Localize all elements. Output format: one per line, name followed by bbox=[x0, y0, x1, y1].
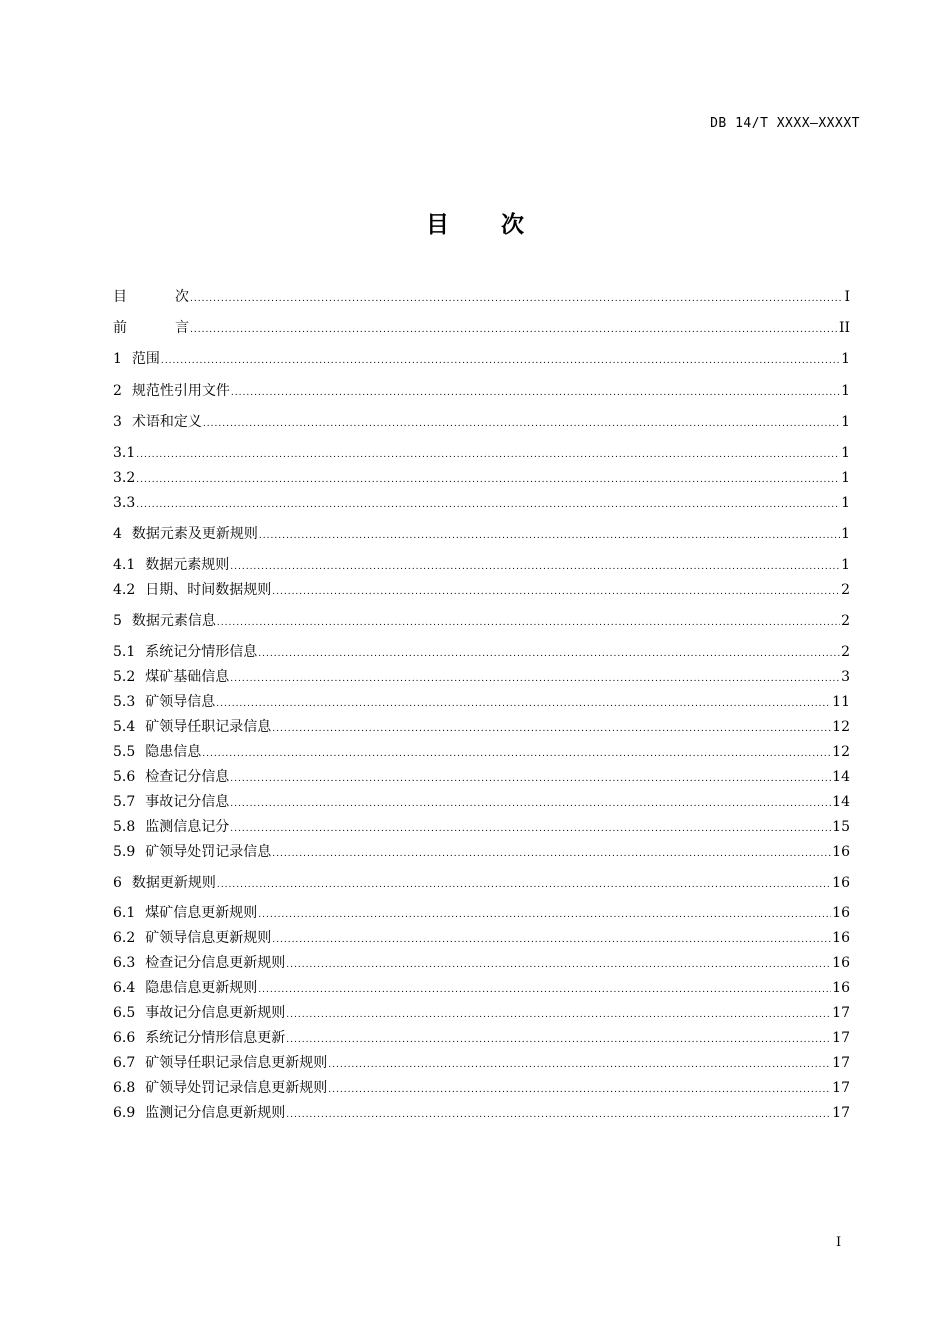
toc-entry[interactable] bbox=[113, 318, 850, 338]
toc-entry[interactable] bbox=[113, 555, 850, 575]
toc-entry-title: 数据元素及更新规则 bbox=[131, 526, 258, 542]
toc-entry-label bbox=[113, 1078, 327, 1098]
toc-entry[interactable] bbox=[113, 493, 850, 513]
toc-entry-label bbox=[113, 493, 135, 513]
toc-entry-number: 6.3 bbox=[113, 955, 136, 971]
toc-entry-number: 5.9 bbox=[113, 844, 136, 860]
toc-entry-number: 6.7 bbox=[113, 1055, 136, 1071]
toc-entry-page: 16 bbox=[832, 905, 850, 921]
toc-entry-page: 1 bbox=[841, 383, 850, 399]
toc-entry-title: 矿领导处罚记录信息 bbox=[145, 844, 272, 860]
toc-leader-dots bbox=[286, 955, 831, 975]
toc-entry-number: 5.5 bbox=[113, 744, 136, 760]
toc-entry-page: 17 bbox=[832, 1105, 850, 1121]
toc-entry-page: 17 bbox=[832, 1005, 850, 1021]
toc-entry-page: I bbox=[844, 289, 850, 305]
toc-entry-label bbox=[113, 381, 230, 401]
toc-entry-number: 3 bbox=[113, 414, 122, 430]
toc-entry[interactable] bbox=[113, 287, 850, 307]
toc-leader-dots bbox=[230, 769, 831, 789]
toc-entry-label bbox=[113, 953, 285, 973]
toc-entry-label bbox=[113, 611, 216, 631]
toc-entry-page: 14 bbox=[832, 794, 850, 810]
toc-entry-page: 12 bbox=[832, 719, 850, 735]
toc-leader-dots bbox=[217, 875, 831, 895]
toc-entry-title: 监测信息记分 bbox=[145, 819, 230, 835]
toc-entry-title: 数据更新规则 bbox=[131, 875, 216, 891]
doc-code: DB 14/T XXXX—XXXXT bbox=[710, 116, 860, 131]
toc-entry-page: 11 bbox=[832, 694, 850, 710]
toc-entry-title: 矿领导任职记录信息更新规则 bbox=[145, 1055, 328, 1071]
toc-leader-dots bbox=[231, 383, 840, 403]
toc-entry-label-char: 言 bbox=[175, 320, 189, 336]
toc-entry-label bbox=[113, 642, 257, 662]
page-number: I bbox=[836, 1235, 842, 1250]
toc-entry[interactable] bbox=[113, 978, 850, 998]
toc-entry[interactable] bbox=[113, 928, 850, 948]
toc-entry-title: 隐患信息 bbox=[145, 744, 202, 760]
toc-leader-dots bbox=[272, 582, 840, 602]
toc-leader-dots bbox=[272, 930, 831, 950]
toc-entry-title: 矿领导信息 bbox=[145, 694, 216, 710]
toc-entry-label bbox=[113, 412, 202, 432]
toc-entry-number: 5.6 bbox=[113, 769, 136, 785]
toc-entry-page: 1 bbox=[841, 557, 850, 573]
toc-entry-label bbox=[113, 1103, 285, 1123]
toc-entry-title: 矿领导处罚记录信息更新规则 bbox=[145, 1080, 328, 1096]
toc-entry-page: 1 bbox=[841, 526, 850, 542]
toc-entry-title: 检查记分信息更新规则 bbox=[145, 955, 286, 971]
toc-entry-page: 16 bbox=[832, 930, 850, 946]
title-char-1: 目 bbox=[426, 212, 449, 238]
toc-entry-number: 5.7 bbox=[113, 794, 136, 810]
toc-entry-number: 3.2 bbox=[113, 470, 136, 486]
toc-entry-page: II bbox=[838, 320, 850, 336]
toc-entry-page: 1 bbox=[841, 495, 850, 511]
toc-entry-number: 6.5 bbox=[113, 1005, 136, 1021]
toc-entry-number: 6.9 bbox=[113, 1105, 136, 1121]
toc-entry-label bbox=[113, 742, 201, 762]
toc-entry-number: 6 bbox=[113, 875, 122, 891]
toc-entry-title: 煤矿基础信息 bbox=[145, 669, 230, 685]
toc-entry-label bbox=[113, 555, 229, 575]
toc-entry-title: 矿领导任职记录信息 bbox=[145, 719, 272, 735]
toc-entry[interactable] bbox=[113, 580, 850, 600]
toc-leader-dots bbox=[190, 320, 838, 340]
toc-leader-dots bbox=[230, 819, 831, 839]
toc-entry-page: 1 bbox=[841, 445, 850, 461]
toc-entry-title: 范围 bbox=[131, 351, 160, 367]
toc-entry-title: 事故记分信息更新规则 bbox=[145, 1005, 286, 1021]
toc-entry[interactable] bbox=[113, 667, 850, 687]
toc-leader-dots bbox=[286, 1030, 831, 1050]
toc-entry[interactable] bbox=[113, 611, 850, 631]
toc-entry-page: 1 bbox=[841, 351, 850, 367]
toc-leader-dots bbox=[136, 495, 840, 515]
toc-entry-label bbox=[113, 792, 229, 812]
toc-entry-page: 16 bbox=[832, 875, 850, 891]
toc-entry-label bbox=[113, 928, 271, 948]
toc-entry-label bbox=[113, 717, 271, 737]
toc-entry[interactable] bbox=[113, 742, 850, 762]
page-title bbox=[0, 206, 950, 239]
toc-leader-dots bbox=[230, 669, 840, 689]
toc-entry-title: 数据元素规则 bbox=[145, 557, 230, 573]
toc-entry[interactable] bbox=[113, 524, 850, 544]
toc-entry-number: 5.1 bbox=[113, 644, 136, 660]
toc-leader-dots bbox=[136, 445, 840, 465]
toc-entry-page: 3 bbox=[841, 669, 850, 685]
toc-entry-page: 1 bbox=[841, 470, 850, 486]
toc-entry-number: 6.2 bbox=[113, 930, 136, 946]
toc-entry[interactable] bbox=[113, 817, 850, 837]
toc-entry-label bbox=[113, 349, 160, 369]
toc-entry-number: 6.6 bbox=[113, 1030, 136, 1046]
toc-leader-dots bbox=[286, 1105, 831, 1125]
toc-entry-label bbox=[113, 443, 135, 463]
toc-entry[interactable] bbox=[113, 767, 850, 787]
toc-entry-page: 12 bbox=[832, 744, 850, 760]
toc-entry-label bbox=[113, 873, 216, 893]
toc-entry-label-char: 目 bbox=[113, 289, 127, 305]
toc-entry[interactable] bbox=[113, 1003, 850, 1023]
toc-entry-label-char: 前 bbox=[113, 320, 127, 336]
toc-entry-number: 6.1 bbox=[113, 905, 136, 921]
toc-entry-number: 1 bbox=[113, 351, 122, 367]
toc-entry-page: 16 bbox=[832, 955, 850, 971]
toc-entry-label bbox=[113, 580, 271, 600]
toc-entry[interactable] bbox=[113, 1103, 850, 1123]
toc-entry-label-char: 次 bbox=[175, 289, 189, 305]
toc-entry[interactable] bbox=[113, 842, 850, 862]
toc-leader-dots bbox=[258, 980, 831, 1000]
toc-entry-title: 煤矿信息更新规则 bbox=[145, 905, 258, 921]
toc-entry-number: 4.2 bbox=[113, 582, 136, 598]
toc-entry-page: 2 bbox=[841, 644, 850, 660]
toc-entry-label bbox=[113, 468, 135, 488]
toc-entry-number: 4 bbox=[113, 526, 122, 542]
toc-entry[interactable] bbox=[113, 381, 850, 401]
toc-leader-dots bbox=[202, 744, 831, 764]
toc-entry[interactable] bbox=[113, 468, 850, 488]
toc-entry-label bbox=[113, 287, 189, 307]
toc-entry-page: 2 bbox=[841, 582, 850, 598]
toc-entry-title: 术语和定义 bbox=[131, 414, 202, 430]
toc-entry[interactable] bbox=[113, 873, 850, 893]
toc-leader-dots bbox=[190, 289, 843, 309]
toc-entry-title: 数据元素信息 bbox=[131, 613, 216, 629]
toc-entry[interactable] bbox=[113, 1053, 850, 1073]
toc-entry-number: 5.4 bbox=[113, 719, 136, 735]
toc-leader-dots bbox=[258, 905, 831, 925]
toc-entry[interactable] bbox=[113, 349, 850, 369]
toc-entry-number: 6.4 bbox=[113, 980, 136, 996]
toc-entry[interactable] bbox=[113, 953, 850, 973]
toc-leader-dots bbox=[286, 1005, 831, 1025]
toc-entry-label bbox=[113, 318, 189, 338]
toc-entry-label bbox=[113, 978, 257, 998]
toc-entry-number: 3.1 bbox=[113, 445, 136, 461]
toc-entry-title: 监测记分信息更新规则 bbox=[145, 1105, 286, 1121]
toc-entry[interactable] bbox=[113, 692, 850, 712]
toc-entry[interactable] bbox=[113, 412, 850, 432]
toc-leader-dots bbox=[217, 613, 840, 633]
toc-entry-page: 16 bbox=[832, 980, 850, 996]
toc-leader-dots bbox=[230, 557, 840, 577]
toc-entry-label bbox=[113, 842, 271, 862]
toc-entry-page: 14 bbox=[832, 769, 850, 785]
toc-entry-page: 17 bbox=[832, 1030, 850, 1046]
toc-leader-dots bbox=[258, 644, 840, 664]
toc-leader-dots bbox=[203, 414, 840, 434]
toc-entry-title: 系统记分情形信息更新 bbox=[145, 1030, 286, 1046]
toc-leader-dots bbox=[259, 526, 840, 546]
toc-entry-page: 17 bbox=[832, 1055, 850, 1071]
toc-entry[interactable] bbox=[113, 443, 850, 463]
toc-entry-number: 5.3 bbox=[113, 694, 136, 710]
toc-entry[interactable] bbox=[113, 903, 850, 923]
toc-entry[interactable] bbox=[113, 1078, 850, 1098]
toc-entry-title: 检查记分信息 bbox=[145, 769, 230, 785]
toc-entry-page: 2 bbox=[841, 613, 850, 629]
toc-entry-label bbox=[113, 1003, 285, 1023]
toc-entry-page: 1 bbox=[841, 414, 850, 430]
toc-entry[interactable] bbox=[113, 642, 850, 662]
toc-leader-dots bbox=[328, 1055, 831, 1075]
toc-entry-page: 16 bbox=[832, 844, 850, 860]
toc-entry-number: 5.8 bbox=[113, 819, 136, 835]
toc-leader-dots bbox=[230, 794, 831, 814]
toc-entry-label bbox=[113, 692, 215, 712]
toc-entry-title: 系统记分情形信息 bbox=[145, 644, 258, 660]
toc-entry-title: 规范性引用文件 bbox=[131, 383, 230, 399]
toc-entry-label bbox=[113, 1028, 285, 1048]
toc-entry-label bbox=[113, 667, 229, 687]
toc-entry-label bbox=[113, 767, 229, 787]
toc-entry-number: 3.3 bbox=[113, 495, 136, 511]
toc-entry-number: 5 bbox=[113, 613, 122, 629]
toc-entry-page: 15 bbox=[832, 819, 850, 835]
toc-entry-page: 17 bbox=[832, 1080, 850, 1096]
toc-entry-title: 矿领导信息更新规则 bbox=[145, 930, 272, 946]
toc-entry-label bbox=[113, 817, 229, 837]
toc-entry-number: 2 bbox=[113, 383, 122, 399]
toc-entry[interactable] bbox=[113, 1028, 850, 1048]
toc-entry-label bbox=[113, 1053, 327, 1073]
toc-entry-title: 事故记分信息 bbox=[145, 794, 230, 810]
toc-entry-number: 4.1 bbox=[113, 557, 136, 573]
toc-leader-dots bbox=[136, 470, 840, 490]
title-char-2: 次 bbox=[501, 212, 524, 238]
toc-entry-number: 6.8 bbox=[113, 1080, 136, 1096]
toc-entry-label bbox=[113, 524, 258, 544]
toc-leader-dots bbox=[272, 844, 831, 864]
toc-entry-title: 隐患信息更新规则 bbox=[145, 980, 258, 996]
toc-entry-label bbox=[113, 903, 257, 923]
toc-entry[interactable] bbox=[113, 792, 850, 812]
toc-entry-title: 日期、时间数据规则 bbox=[145, 582, 272, 598]
toc-leader-dots bbox=[272, 719, 831, 739]
toc-leader-dots bbox=[216, 694, 831, 714]
toc-entry[interactable] bbox=[113, 717, 850, 737]
toc-leader-dots bbox=[161, 351, 840, 371]
toc-leader-dots bbox=[328, 1080, 831, 1100]
toc-entry-number: 5.2 bbox=[113, 669, 136, 685]
